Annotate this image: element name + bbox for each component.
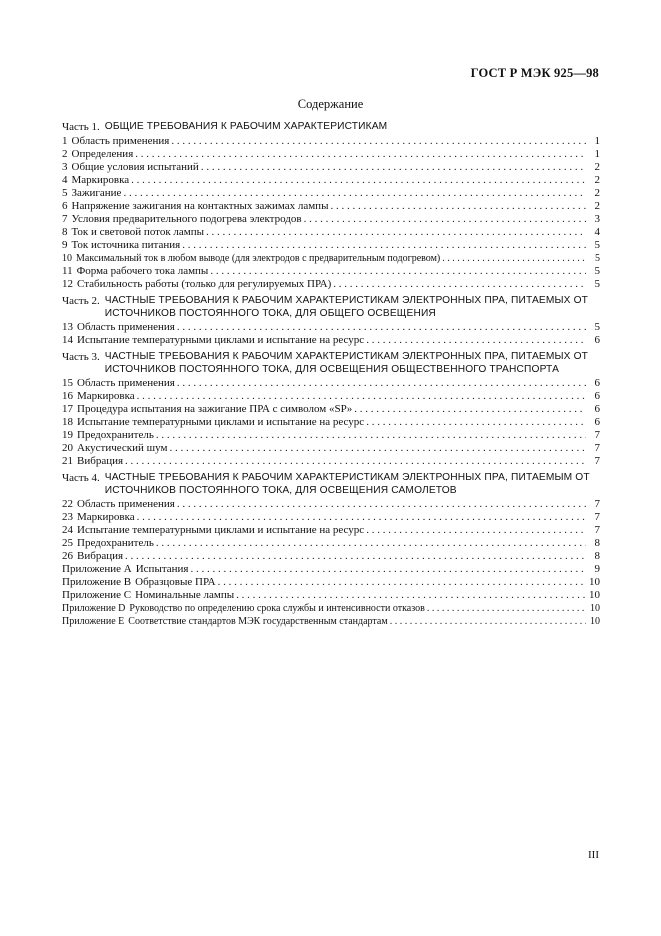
toc-entry-number: 7: [62, 213, 68, 225]
toc-entry-title: Акустический шум: [77, 442, 168, 454]
toc-entry-page: 6: [594, 403, 600, 415]
toc-entry[interactable]: [62, 321, 600, 334]
toc-entry-number: 1: [62, 135, 68, 147]
leader-dots: [169, 135, 586, 148]
toc-entry-number: 11: [62, 265, 73, 277]
leader-dots: [175, 321, 586, 334]
appendix-label: Приложение E: [62, 616, 125, 627]
toc-entry-title: Предохранитель: [77, 537, 154, 549]
toc-entry-title: Напряжение зажигания на контактных зажимах лампы: [71, 200, 329, 212]
leader-dots: [208, 265, 586, 278]
toc-entry[interactable]: [62, 550, 600, 563]
toc-entry-page: 7: [594, 524, 600, 536]
part-title: ЧАСТНЫЕ ТРЕБОВАНИЯ К РАБОЧИМ ХАРАКТЕРИСТИКАМ ЭЛЕКТРОННЫХ ПРА, ПИТАЕМЫМ ОТ ИСТОЧНИКОВ ПОСТОЯННОГО ТОКА, ДЛЯ ОСВЕЩЕНИЯ САМОЛЕТОВ: [104, 472, 590, 496]
leader-dots: [133, 148, 586, 161]
appendix-entry[interactable]: [62, 615, 600, 628]
toc-entry-number: 20: [62, 442, 73, 454]
toc-entry-title: Общие условия испытаний: [71, 161, 199, 173]
toc-entry-title: Предохранитель: [77, 429, 154, 441]
toc-entry-title: Ток источника питания: [71, 239, 181, 251]
leader-dots: [216, 576, 585, 589]
toc-entry[interactable]: [62, 265, 600, 278]
page-number: III: [588, 849, 599, 861]
leader-dots: [129, 174, 586, 187]
toc-entry-page: 7: [594, 511, 600, 523]
toc-entry-page: 6: [594, 416, 600, 428]
part-3-items: [62, 377, 600, 468]
toc-entry-number: 19: [62, 429, 73, 441]
appendix-label: Приложение A: [62, 563, 132, 575]
appendix-title: Номинальные лампы: [135, 589, 235, 601]
leader-dots: [364, 524, 586, 537]
part-label: Часть 4.: [62, 472, 100, 484]
toc-entry-page: 5: [595, 253, 600, 264]
toc-entry[interactable]: [62, 252, 600, 265]
toc-entry[interactable]: [62, 429, 600, 442]
toc-entry[interactable]: [62, 239, 600, 252]
toc-entry-page: 5: [594, 265, 600, 277]
toc-entry[interactable]: [62, 403, 600, 416]
leader-dots: [123, 550, 586, 563]
part-label: Часть 1.: [62, 121, 100, 133]
toc-entry[interactable]: [62, 213, 600, 226]
toc-entry-title: Определения: [71, 148, 134, 160]
toc-entry-number: 23: [62, 511, 73, 523]
toc-entry[interactable]: [62, 200, 600, 213]
part-4-items: [62, 498, 600, 563]
appendix-page: 9: [594, 563, 600, 575]
toc-entry[interactable]: [62, 442, 600, 455]
toc-entry-title: Максимальный ток в любом выводе (для электродов с предварительным подогревом): [76, 253, 441, 264]
toc-entry-page: 2: [594, 187, 600, 199]
toc-entry-title: Стабильность работы (только для регулируемых ПРА): [77, 278, 332, 290]
part-heading: [62, 472, 600, 497]
part-heading: [62, 295, 600, 320]
toc-entry-number: 3: [62, 161, 68, 173]
toc-entry-number: 22: [62, 498, 73, 510]
toc-entry-number: 17: [62, 403, 73, 415]
appendix-title: Руководство по определению срока службы и интенсивности отказов: [129, 603, 425, 614]
toc-entry-page: 8: [594, 550, 600, 562]
toc-entry[interactable]: [62, 226, 600, 239]
toc-entry-number: 13: [62, 321, 73, 333]
leader-dots: [154, 537, 586, 550]
page-title: Содержание: [297, 97, 364, 111]
toc-entry-number: 6: [62, 200, 68, 212]
toc-entry-page: 8: [594, 537, 600, 549]
toc-entry-title: Испытание температурными циклами и испытание на ресурс: [77, 416, 365, 428]
leader-dots: [234, 589, 585, 602]
toc-entry[interactable]: [62, 455, 600, 468]
part-title: ОБЩИЕ ТРЕБОВАНИЯ К РАБОЧИМ ХАРАКТЕРИСТИКАМ: [104, 121, 388, 132]
toc-entry-number: 10: [62, 253, 72, 264]
part-label: Часть 3.: [62, 351, 100, 363]
toc-entry[interactable]: [62, 278, 600, 291]
table-of-contents: [62, 121, 600, 628]
toc-entry-number: 15: [62, 377, 73, 389]
leader-dots: [175, 377, 586, 390]
toc-entry[interactable]: [62, 334, 600, 347]
toc-entry[interactable]: [62, 498, 600, 511]
part-title: ЧАСТНЫЕ ТРЕБОВАНИЯ К РАБОЧИМ ХАРАКТЕРИСТИКАМ ЭЛЕКТРОННЫХ ПРА, ПИТАЕМЫХ ОТ ИСТОЧНИКОВ ПОСТОЯННОГО ТОКА, ДЛЯ ОБЩЕГО ОСВЕЩЕНИЯ: [104, 295, 589, 319]
toc-entry-number: 12: [62, 278, 73, 290]
toc-entry[interactable]: [62, 377, 600, 390]
toc-entry-number: 8: [62, 226, 68, 238]
toc-entry-title: Ток и световой поток лампы: [71, 226, 205, 238]
toc-entry-title: Маркировка: [77, 390, 135, 402]
document-header: ГОСТ Р МЭК 925—98: [470, 66, 599, 80]
leader-dots: [440, 252, 586, 265]
part-title: ЧАСТНЫЕ ТРЕБОВАНИЯ К РАБОЧИМ ХАРАКТЕРИСТИКАМ ЭЛЕКТРОННЫХ ПРА, ПИТАЕМЫХ ОТ ИСТОЧНИКОВ ПОСТОЯННОГО ТОКА, ДЛЯ ОСВЕЩЕНИЯ ОБЩЕСТВЕННОГО ТРАНСПОРТА: [104, 351, 589, 375]
toc-entry-page: 7: [594, 429, 600, 441]
toc-entry[interactable]: [62, 537, 600, 550]
toc-entry-title: Область применения: [77, 498, 175, 510]
toc-entry[interactable]: [62, 135, 600, 148]
leader-dots: [302, 213, 586, 226]
part-1-items: [62, 135, 600, 291]
toc-entry-page: 2: [594, 161, 600, 173]
appendix-list: [62, 563, 600, 628]
part-2-items: [62, 321, 600, 347]
toc-entry-title: Область применения: [77, 377, 175, 389]
toc-entry-number: 14: [62, 334, 73, 346]
toc-entry-number: 16: [62, 390, 73, 402]
toc-entry[interactable]: [62, 161, 600, 174]
leader-dots: [364, 416, 586, 429]
toc-entry-title: Вибрация: [77, 455, 124, 467]
toc-entry[interactable]: [62, 148, 600, 161]
leader-dots: [388, 615, 586, 628]
appendix-label: Приложение D: [62, 603, 126, 614]
toc-entry-page: 3: [594, 213, 600, 225]
leader-dots: [199, 161, 586, 174]
toc-entry-page: 1: [594, 135, 600, 147]
leader-dots: [135, 511, 586, 524]
appendix-label: Приложение B: [62, 576, 132, 588]
toc-entry-title: Испытание температурными циклами и испытание на ресурс: [77, 334, 365, 346]
toc-entry-page: 6: [594, 377, 600, 389]
toc-entry-number: 18: [62, 416, 73, 428]
leader-dots: [121, 187, 586, 200]
leader-dots: [425, 602, 586, 615]
toc-entry-title: Маркировка: [77, 511, 135, 523]
part-heading: [62, 121, 600, 134]
toc-entry[interactable]: [62, 390, 600, 403]
leader-dots: [180, 239, 586, 252]
appendix-page: 10: [589, 589, 600, 601]
toc-entry-page: 5: [594, 321, 600, 333]
toc-entry[interactable]: [62, 187, 600, 200]
toc-entry-title: Маркировка: [71, 174, 130, 186]
toc-entry-number: 9: [62, 239, 68, 251]
leader-dots: [189, 563, 587, 576]
part-label: Часть 2.: [62, 295, 100, 307]
appendix-title: Соответствие стандартов МЭК государственным стандартам: [128, 616, 388, 627]
appendix-label: Приложение C: [62, 589, 132, 601]
toc-entry-page: 5: [594, 239, 600, 251]
appendix-page: 10: [590, 616, 600, 627]
toc-entry-page: 7: [594, 498, 600, 510]
leader-dots: [154, 429, 586, 442]
toc-entry-number: 25: [62, 537, 73, 549]
toc-entry-page: 7: [594, 455, 600, 467]
appendix-page: 10: [589, 576, 600, 588]
toc-entry-page: 2: [594, 174, 600, 186]
toc-entry-page: 6: [594, 334, 600, 346]
toc-entry-number: 26: [62, 550, 73, 562]
appendix-entry[interactable]: [62, 563, 600, 576]
toc-entry-number: 2: [62, 148, 68, 160]
toc-entry-title: Процедура испытания на зажигание ПРА с символом «SP»: [77, 403, 353, 415]
toc-entry-page: 7: [594, 442, 600, 454]
toc-entry-title: Форма рабочего тока лампы: [76, 265, 209, 277]
leader-dots: [204, 226, 586, 239]
toc-entry-number: 5: [62, 187, 68, 199]
leader-dots: [331, 278, 586, 291]
toc-entry-number: 24: [62, 524, 73, 536]
toc-entry[interactable]: [62, 524, 600, 537]
toc-entry[interactable]: [62, 416, 600, 429]
leader-dots: [167, 442, 586, 455]
appendix-title: Образцовые ПРА: [135, 576, 216, 588]
leader-dots: [135, 390, 586, 403]
appendix-entry[interactable]: [62, 576, 600, 589]
leader-dots: [328, 200, 586, 213]
toc-entry-title: Область применения: [77, 321, 175, 333]
appendix-title: Испытания: [135, 563, 189, 575]
toc-entry-number: 4: [62, 174, 68, 186]
appendix-entry[interactable]: [62, 589, 600, 602]
leader-dots: [364, 334, 586, 347]
toc-entry-page: 5: [594, 278, 600, 290]
appendix-page: 10: [590, 603, 600, 614]
leader-dots: [175, 498, 586, 511]
toc-entry[interactable]: [62, 174, 600, 187]
leader-dots: [352, 403, 586, 416]
leader-dots: [123, 455, 586, 468]
toc-entry-title: Условия предварительного подогрева электродов: [71, 213, 302, 225]
part-heading: [62, 351, 600, 376]
toc-entry-page: 2: [594, 200, 600, 212]
toc-entry-number: 21: [62, 455, 73, 467]
toc-entry-title: Зажигание: [71, 187, 122, 199]
toc-entry[interactable]: [62, 511, 600, 524]
toc-entry-page: 6: [594, 390, 600, 402]
toc-entry-page: 1: [594, 148, 600, 160]
toc-entry-page: 4: [594, 226, 600, 238]
toc-entry-title: Испытание температурными циклами и испытание на ресурс: [77, 524, 365, 536]
appendix-entry[interactable]: [62, 602, 600, 615]
toc-entry-title: Вибрация: [77, 550, 124, 562]
toc-entry-title: Область применения: [71, 135, 170, 147]
